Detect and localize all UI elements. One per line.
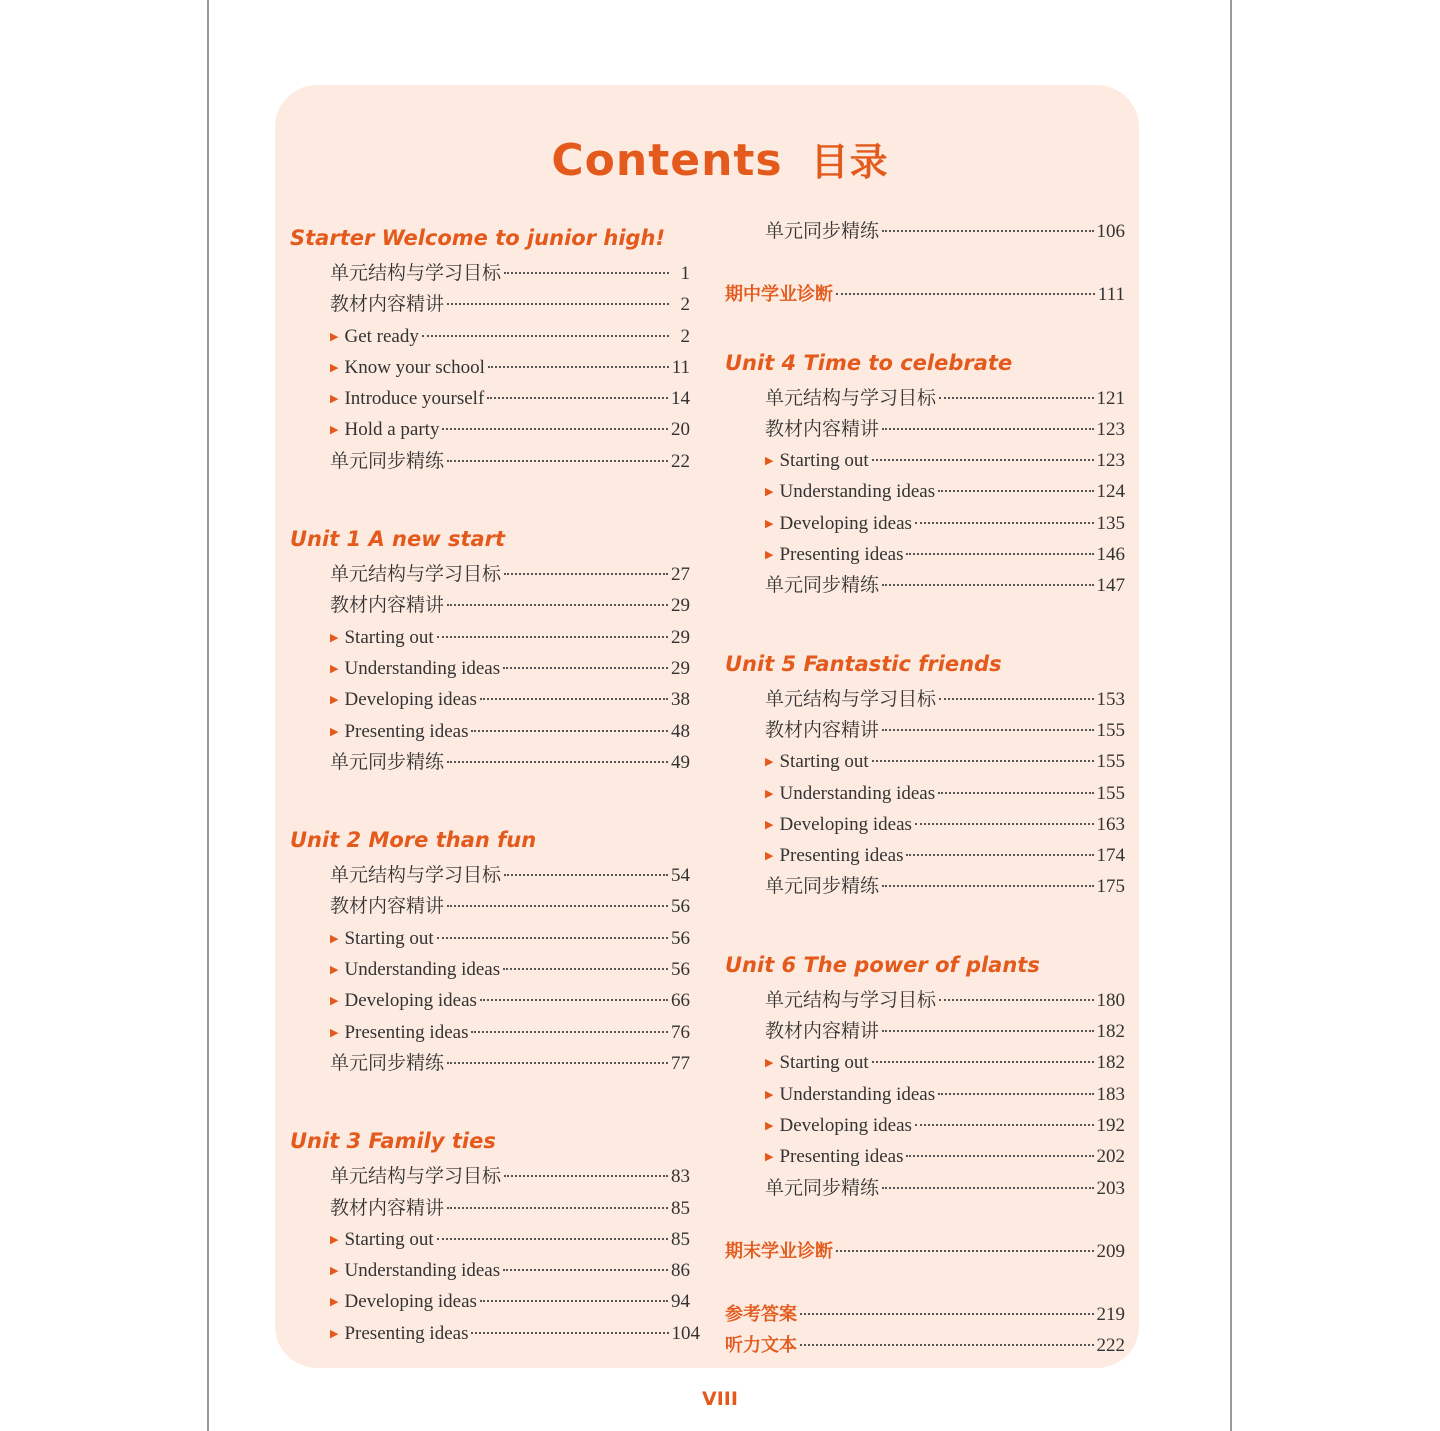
dot-leader: [915, 1124, 1094, 1126]
triangle-bullet-icon: ▶: [330, 662, 339, 675]
dot-leader: [800, 1344, 1094, 1346]
toc-entry-midterm[interactable]: 期中学业诊断 111: [725, 279, 1125, 310]
page-number: 38: [671, 689, 690, 711]
dot-leader: [882, 1030, 1093, 1032]
section-list-unit-4: [725, 383, 1125, 602]
page-folio: VIII: [702, 1388, 738, 1410]
dot-leader: [503, 968, 668, 970]
page-number: 106: [1096, 221, 1125, 242]
page-number: 83: [671, 1166, 690, 1188]
page-number: 155: [1096, 719, 1125, 741]
page-number: 20: [671, 419, 690, 441]
section-heading-unit-1: Unit 1 A new start: [290, 527, 506, 552]
triangle-bullet-icon: ▶: [765, 1088, 774, 1101]
triangle-bullet-icon: ▶: [330, 330, 339, 343]
triangle-bullet-icon: ▶: [330, 393, 339, 406]
section-heading-unit-6: Unit 6 The power of plants: [725, 952, 1040, 977]
triangle-bullet-icon: ▶: [765, 549, 774, 562]
toc-entry[interactable]: ▶ Introduce yourself 14: [290, 383, 690, 414]
toc-entry[interactable]: ▶ Presenting ideas 48: [290, 716, 690, 747]
page-number: 86: [671, 1260, 690, 1282]
triangle-bullet-icon: ▶: [330, 631, 339, 644]
page-number: 175: [1096, 876, 1125, 898]
triangle-bullet-icon: ▶: [330, 1233, 339, 1246]
section-list-unit-2: [290, 860, 690, 1079]
dot-leader: [906, 553, 1093, 555]
dot-leader: [442, 428, 668, 430]
page-number: 49: [671, 751, 690, 773]
page-number: 29: [671, 657, 690, 679]
toc-entry[interactable]: 单元结构与学习目标 54: [290, 860, 690, 891]
dot-leader: [437, 636, 668, 638]
toc-entry[interactable]: 教材内容精讲 29: [290, 590, 690, 621]
page-number: 202: [1096, 1146, 1125, 1168]
dot-leader: [872, 760, 1094, 762]
triangle-bullet-icon: ▶: [765, 756, 774, 769]
title-cn: 目录: [810, 140, 889, 184]
triangle-bullet-icon: ▶: [765, 517, 774, 530]
dot-leader: [915, 522, 1094, 524]
contents-left-column: [290, 218, 700, 1349]
triangle-bullet-icon: ▶: [765, 455, 774, 468]
page-number: 135: [1096, 512, 1125, 534]
dot-leader: [447, 460, 668, 462]
triangle-bullet-icon: ▶: [765, 818, 774, 831]
section-heading-unit-3: Unit 3 Family ties: [290, 1129, 496, 1154]
toc-entry[interactable]: 单元同步精练 49: [290, 747, 690, 778]
dot-leader: [488, 366, 669, 368]
toc-entry[interactable]: ▶ Starting out 182: [725, 1047, 1125, 1078]
toc-entry[interactable]: 单元同步精练 203: [725, 1173, 1125, 1204]
triangle-bullet-icon: ▶: [765, 1057, 774, 1070]
dot-leader: [882, 885, 1093, 887]
dot-leader: [447, 761, 668, 763]
toc-entry[interactable]: ▶ Starting out 123: [725, 445, 1125, 476]
toc-entry[interactable]: ▶ Starting out 56: [290, 923, 690, 954]
toc-entry[interactable]: 单元结构与学习目标 153: [725, 684, 1125, 715]
dot-leader: [882, 1187, 1093, 1189]
dot-leader: [938, 490, 1093, 492]
page-number: 56: [671, 896, 690, 918]
triangle-bullet-icon: ▶: [765, 486, 774, 499]
page-number: 111: [1097, 284, 1125, 306]
dot-leader: [437, 937, 668, 939]
page-number: 153: [1096, 688, 1125, 710]
toc-entry[interactable]: ▶ Presenting ideas 146: [725, 539, 1125, 570]
page-number: 123: [1096, 450, 1125, 472]
dot-leader: [906, 1155, 1093, 1157]
page-title: [0, 136, 1440, 187]
dot-leader: [882, 230, 1093, 232]
dot-leader: [471, 1332, 668, 1334]
page-number: 155: [1096, 751, 1125, 773]
page-number: 2: [680, 294, 690, 316]
toc-entry[interactable]: 单元结构与学习目标 83: [290, 1161, 690, 1192]
page-number: 56: [671, 959, 690, 981]
toc-entry[interactable]: 单元同步精练 77: [290, 1048, 690, 1079]
dot-leader: [504, 272, 669, 274]
triangle-bullet-icon: ▶: [330, 1296, 339, 1309]
toc-entry[interactable]: 教材内容精讲 155: [725, 715, 1125, 746]
page-number: 66: [671, 990, 690, 1012]
toc-entry[interactable]: ▶ Developing ideas 38: [290, 684, 690, 715]
toc-entry[interactable]: 单元同步精练 147: [725, 570, 1125, 601]
page-number: 94: [671, 1291, 690, 1313]
page-number: 29: [671, 595, 690, 617]
dot-leader: [882, 729, 1093, 731]
page-number: 203: [1096, 1177, 1125, 1199]
dot-leader: [447, 303, 669, 305]
toc-entry[interactable]: ▶ Developing ideas 94: [290, 1286, 690, 1317]
toc-entry-listening-scripts[interactable]: 听力文本 222: [725, 1330, 1125, 1361]
toc-entry[interactable]: 单元结构与学习目标 121: [725, 383, 1125, 414]
page-number: 182: [1096, 1052, 1125, 1074]
page-number: 27: [671, 564, 690, 586]
section-heading-unit-4: Unit 4 Time to celebrate: [725, 350, 1013, 375]
toc-entry[interactable]: 教材内容精讲 123: [725, 414, 1125, 445]
page-number: 163: [1096, 813, 1125, 835]
dot-leader: [915, 823, 1094, 825]
dot-leader: [939, 397, 1093, 399]
toc-entry-final-exam[interactable]: 期末学业诊断 209: [725, 1236, 1125, 1267]
dot-leader: [504, 1175, 668, 1177]
triangle-bullet-icon: ▶: [765, 850, 774, 863]
dot-leader: [480, 1300, 668, 1302]
toc-entry[interactable]: ▶ Presenting ideas 202: [725, 1141, 1125, 1172]
toc-entry[interactable]: ▶ Know your school 11: [290, 352, 690, 383]
page-number: 121: [1096, 387, 1125, 409]
toc-entry[interactable]: ▶ Understanding ideas 155: [725, 778, 1125, 809]
dot-leader: [872, 459, 1094, 461]
contents-right-column: [725, 216, 1125, 1362]
triangle-bullet-icon: ▶: [330, 1327, 339, 1340]
toc-entry[interactable]: 单元结构与学习目标 27: [290, 559, 690, 590]
dot-leader: [447, 604, 668, 606]
page-number: 11: [671, 356, 690, 378]
toc-entry[interactable]: ▶ Understanding ideas 56: [290, 954, 690, 985]
page-number: 104: [671, 1322, 700, 1344]
dot-leader: [447, 905, 668, 907]
toc-entry[interactable]: ▶ Presenting ideas 104: [290, 1318, 690, 1349]
triangle-bullet-icon: ▶: [330, 694, 339, 707]
page-number: 222: [1096, 1335, 1125, 1357]
page-number: 192: [1096, 1114, 1125, 1136]
toc-entry[interactable]: ▶ Developing ideas 192: [725, 1110, 1125, 1141]
title-en: Contents: [551, 135, 783, 186]
toc-entry[interactable]: ▶ Starting out 85: [290, 1224, 690, 1255]
dot-leader: [480, 999, 668, 1001]
dot-leader: [938, 792, 1093, 794]
section-heading-starter: Starter Welcome to junior high!: [290, 226, 666, 250]
triangle-bullet-icon: ▶: [330, 964, 339, 977]
page-number: 147: [1096, 575, 1125, 597]
page-number: 180: [1096, 989, 1125, 1011]
toc-entry[interactable]: 单元同步精练 106: [725, 216, 1125, 247]
toc-entry[interactable]: ▶ Developing ideas 66: [290, 985, 690, 1016]
section-list-unit-5: [725, 684, 1125, 903]
triangle-bullet-icon: ▶: [330, 1265, 339, 1278]
page-number: 85: [671, 1228, 690, 1250]
dot-leader: [503, 667, 668, 669]
toc-entry[interactable]: 教材内容精讲 182: [725, 1016, 1125, 1047]
page-number: 2: [680, 325, 690, 347]
triangle-bullet-icon: ▶: [330, 932, 339, 945]
triangle-bullet-icon: ▶: [330, 995, 339, 1008]
toc-entry[interactable]: ▶ Understanding ideas 124: [725, 476, 1125, 507]
page-number: 56: [671, 927, 690, 949]
toc-entry[interactable]: ▶ Presenting ideas 76: [290, 1017, 690, 1048]
dot-leader: [422, 335, 669, 337]
dot-leader: [480, 698, 668, 700]
dot-leader: [939, 698, 1093, 700]
dot-leader: [939, 999, 1093, 1001]
dot-leader: [447, 1062, 668, 1064]
toc-entry[interactable]: ▶ Hold a party 20: [290, 414, 690, 445]
toc-entry[interactable]: ▶ Developing ideas 135: [725, 508, 1125, 539]
toc-entry[interactable]: ▶ Starting out 155: [725, 746, 1125, 777]
page-number: 76: [671, 1021, 690, 1043]
toc-entry[interactable]: ▶ Understanding ideas 86: [290, 1255, 690, 1286]
section-heading-unit-2: Unit 2 More than fun: [290, 828, 537, 853]
triangle-bullet-icon: ▶: [765, 1151, 774, 1164]
page-number: 123: [1096, 418, 1125, 440]
triangle-bullet-icon: ▶: [330, 725, 339, 738]
dot-leader: [504, 573, 668, 575]
dot-leader: [882, 584, 1093, 586]
page-number: 48: [671, 720, 690, 742]
section-list-starter: [290, 258, 690, 477]
dot-leader: [836, 1250, 1094, 1252]
page-number: 174: [1096, 845, 1125, 867]
section-list-unit-6: [725, 985, 1125, 1204]
dot-leader: [447, 1207, 668, 1209]
page-number: 54: [671, 865, 690, 887]
toc-entry[interactable]: 教材内容精讲 2: [290, 289, 690, 320]
triangle-bullet-icon: ▶: [765, 1119, 774, 1132]
dot-leader: [906, 854, 1093, 856]
toc-entry[interactable]: 教材内容精讲 85: [290, 1193, 690, 1224]
toc-entry[interactable]: 单元结构与学习目标 1: [290, 258, 690, 289]
toc-entry[interactable]: 单元同步精练 22: [290, 446, 690, 477]
section-list-unit-3: [290, 1161, 700, 1349]
toc-entry[interactable]: ▶ Presenting ideas 174: [725, 840, 1125, 871]
page-number: 77: [671, 1052, 690, 1074]
page-number: 183: [1096, 1083, 1125, 1105]
toc-entry[interactable]: 教材内容精讲 56: [290, 891, 690, 922]
dot-leader: [800, 1313, 1094, 1315]
section-heading-unit-5: Unit 5 Fantastic friends: [725, 651, 1002, 676]
page-number: 1: [680, 263, 690, 284]
toc-entry[interactable]: ▶ Developing ideas 163: [725, 809, 1125, 840]
section-list-unit-1: [290, 559, 690, 778]
dot-leader: [836, 293, 1095, 295]
toc-entry-answers[interactable]: 参考答案 219: [725, 1299, 1125, 1330]
dot-leader: [503, 1269, 668, 1271]
triangle-bullet-icon: ▶: [330, 1026, 339, 1039]
dot-leader: [938, 1093, 1093, 1095]
toc-entry[interactable]: ▶ Understanding ideas 183: [725, 1079, 1125, 1110]
page-number: 155: [1096, 782, 1125, 804]
page-number: 22: [671, 450, 690, 472]
page-number: 146: [1096, 544, 1125, 566]
toc-entry[interactable]: ▶ Starting out 29: [290, 622, 690, 653]
page-number: 219: [1096, 1304, 1125, 1326]
page-number: 182: [1096, 1021, 1125, 1043]
dot-leader: [471, 1031, 668, 1033]
dot-leader: [504, 874, 668, 876]
page-number: 124: [1096, 481, 1125, 503]
page-number: 209: [1096, 1240, 1125, 1262]
dot-leader: [471, 730, 668, 732]
page-number: 29: [671, 626, 690, 648]
page-number: 14: [671, 388, 690, 410]
toc-entry[interactable]: ▶ Understanding ideas 29: [290, 653, 690, 684]
triangle-bullet-icon: ▶: [765, 787, 774, 800]
toc-entry[interactable]: 单元同步精练 175: [725, 871, 1125, 902]
triangle-bullet-icon: ▶: [330, 424, 339, 437]
dot-leader: [882, 428, 1093, 430]
triangle-bullet-icon: ▶: [330, 361, 339, 374]
toc-entry[interactable]: 单元结构与学习目标 180: [725, 985, 1125, 1016]
dot-leader: [487, 397, 668, 399]
page-number: 85: [671, 1197, 690, 1219]
toc-entry[interactable]: ▶ Get ready 2: [290, 321, 690, 352]
dot-leader: [437, 1238, 668, 1240]
dot-leader: [872, 1061, 1094, 1063]
